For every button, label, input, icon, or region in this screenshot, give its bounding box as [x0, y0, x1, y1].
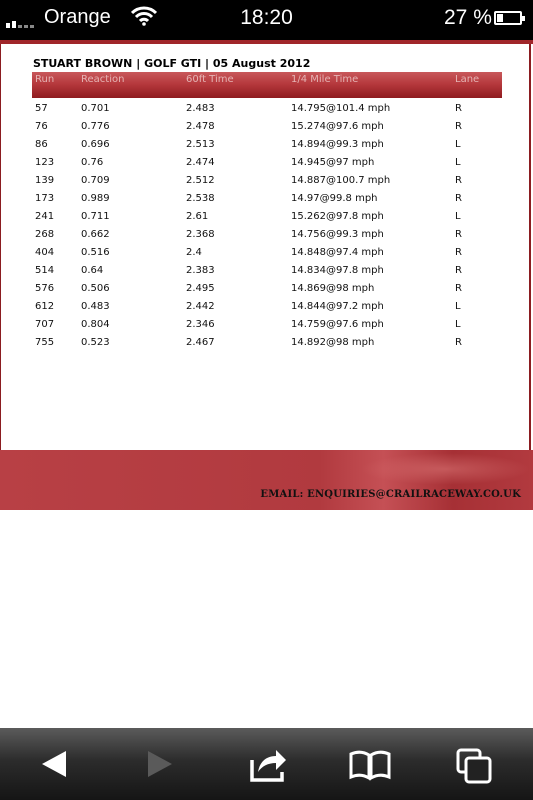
sixty-foot-time: 2.495	[186, 283, 215, 294]
quarter-mile-time: 14.756@99.3 mph	[291, 229, 384, 240]
table-row	[0, 211, 533, 229]
table-row	[0, 229, 533, 247]
column-header-run: Run	[35, 74, 55, 85]
reaction-time: 0.701	[81, 103, 110, 114]
tabs-icon[interactable]	[454, 742, 498, 786]
quarter-mile-time: 14.892@98 mph	[291, 337, 375, 348]
run-number: 707	[35, 319, 55, 330]
sixty-foot-time: 2.368	[186, 229, 215, 240]
table-row	[0, 193, 533, 211]
sixty-foot-time: 2.346	[186, 319, 215, 330]
quarter-mile-time: 14.887@100.7 mph	[291, 175, 391, 186]
reaction-time: 0.523	[81, 337, 110, 348]
sixty-foot-time: 2.474	[186, 157, 215, 168]
quarter-mile-time: 15.274@97.6 mph	[291, 121, 384, 132]
run-number: 576	[35, 283, 55, 294]
lane: L	[455, 139, 461, 150]
run-number: 241	[35, 211, 55, 222]
quarter-mile-time: 14.894@99.3 mph	[291, 139, 384, 150]
column-header-quarter-mile: 1/4 Mile Time	[291, 74, 359, 85]
sixty-foot-time: 2.513	[186, 139, 215, 150]
table-header	[32, 72, 502, 98]
reaction-time: 0.711	[81, 211, 110, 222]
run-number: 86	[35, 139, 48, 150]
run-number: 57	[35, 103, 48, 114]
quarter-mile-time: 14.795@101.4 mph	[291, 103, 391, 114]
lane: R	[455, 283, 462, 294]
lane: R	[455, 247, 462, 258]
lane: L	[455, 157, 461, 168]
sixty-foot-time: 2.383	[186, 265, 215, 276]
lane: R	[455, 265, 462, 276]
sixty-foot-time: 2.467	[186, 337, 215, 348]
bookmarks-icon[interactable]	[348, 742, 392, 786]
column-header-lane: Lane	[455, 74, 480, 85]
table-row	[0, 139, 533, 157]
battery-level	[497, 14, 503, 22]
quarter-mile-time: 15.262@97.8 mph	[291, 211, 384, 222]
clock: 18:20	[240, 6, 293, 29]
run-number: 139	[35, 175, 55, 186]
lane: R	[455, 103, 462, 114]
quarter-mile-time: 14.97@99.8 mph	[291, 193, 378, 204]
footer-car-graphic	[360, 453, 530, 485]
table-row	[0, 283, 533, 301]
run-number: 123	[35, 157, 55, 168]
lane: R	[455, 193, 462, 204]
table-row	[0, 121, 533, 139]
run-number: 76	[35, 121, 48, 132]
share-icon[interactable]	[246, 742, 290, 786]
quarter-mile-time: 14.848@97.4 mph	[291, 247, 384, 258]
forward-icon[interactable]	[138, 742, 182, 786]
reaction-time: 0.776	[81, 121, 110, 132]
lane: R	[455, 121, 462, 132]
reaction-time: 0.76	[81, 157, 104, 168]
lane: L	[455, 211, 461, 222]
reaction-time: 0.696	[81, 139, 110, 150]
run-number: 755	[35, 337, 55, 348]
reaction-time: 0.804	[81, 319, 110, 330]
run-number: 612	[35, 301, 55, 312]
lane: L	[455, 301, 461, 312]
table-row	[0, 103, 533, 121]
lane: L	[455, 319, 461, 330]
run-number: 404	[35, 247, 55, 258]
quarter-mile-time: 14.844@97.2 mph	[291, 301, 384, 312]
run-number: 173	[35, 193, 55, 204]
sixty-foot-time: 2.61	[186, 211, 209, 222]
quarter-mile-time: 14.869@98 mph	[291, 283, 375, 294]
reaction-time: 0.64	[81, 265, 104, 276]
sixty-foot-time: 2.4	[186, 247, 202, 258]
reaction-time: 0.506	[81, 283, 110, 294]
battery-icon	[494, 11, 522, 25]
table-row	[0, 247, 533, 265]
browser-toolbar	[0, 728, 533, 800]
column-header-reaction: Reaction	[81, 74, 125, 85]
lane: R	[455, 337, 462, 348]
quarter-mile-time: 14.759@97.6 mph	[291, 319, 384, 330]
table-row	[0, 175, 533, 193]
battery-percentage: 27 %	[444, 6, 492, 29]
carrier-name: Orange	[44, 6, 111, 28]
table-row	[0, 301, 533, 319]
sixty-foot-time: 2.512	[186, 175, 215, 186]
driver-info: STUART BROWN | GOLF GTI | 05 August 2012	[33, 57, 311, 70]
table-row	[0, 319, 533, 337]
run-number: 514	[35, 265, 55, 276]
quarter-mile-time: 14.945@97 mph	[291, 157, 375, 168]
reaction-time: 0.662	[81, 229, 110, 240]
sixty-foot-time: 2.442	[186, 301, 215, 312]
column-header-60ft: 60ft Time	[186, 74, 234, 85]
lane: R	[455, 175, 462, 186]
reaction-time: 0.483	[81, 301, 110, 312]
table-row	[0, 337, 533, 355]
sixty-foot-time: 2.538	[186, 193, 215, 204]
reaction-time: 0.989	[81, 193, 110, 204]
reaction-time: 0.709	[81, 175, 110, 186]
lane: R	[455, 229, 462, 240]
reaction-time: 0.516	[81, 247, 110, 258]
back-icon[interactable]	[32, 742, 76, 786]
contact-email-link[interactable]: EMAIL: ENQUIRIES@CRAILRACEWAY.CO.UK	[260, 489, 521, 500]
run-number: 268	[35, 229, 55, 240]
table-row	[0, 265, 533, 283]
table-row	[0, 157, 533, 175]
sixty-foot-time: 2.478	[186, 121, 215, 132]
status-bar	[0, 0, 533, 40]
sixty-foot-time: 2.483	[186, 103, 215, 114]
quarter-mile-time: 14.834@97.8 mph	[291, 265, 384, 276]
